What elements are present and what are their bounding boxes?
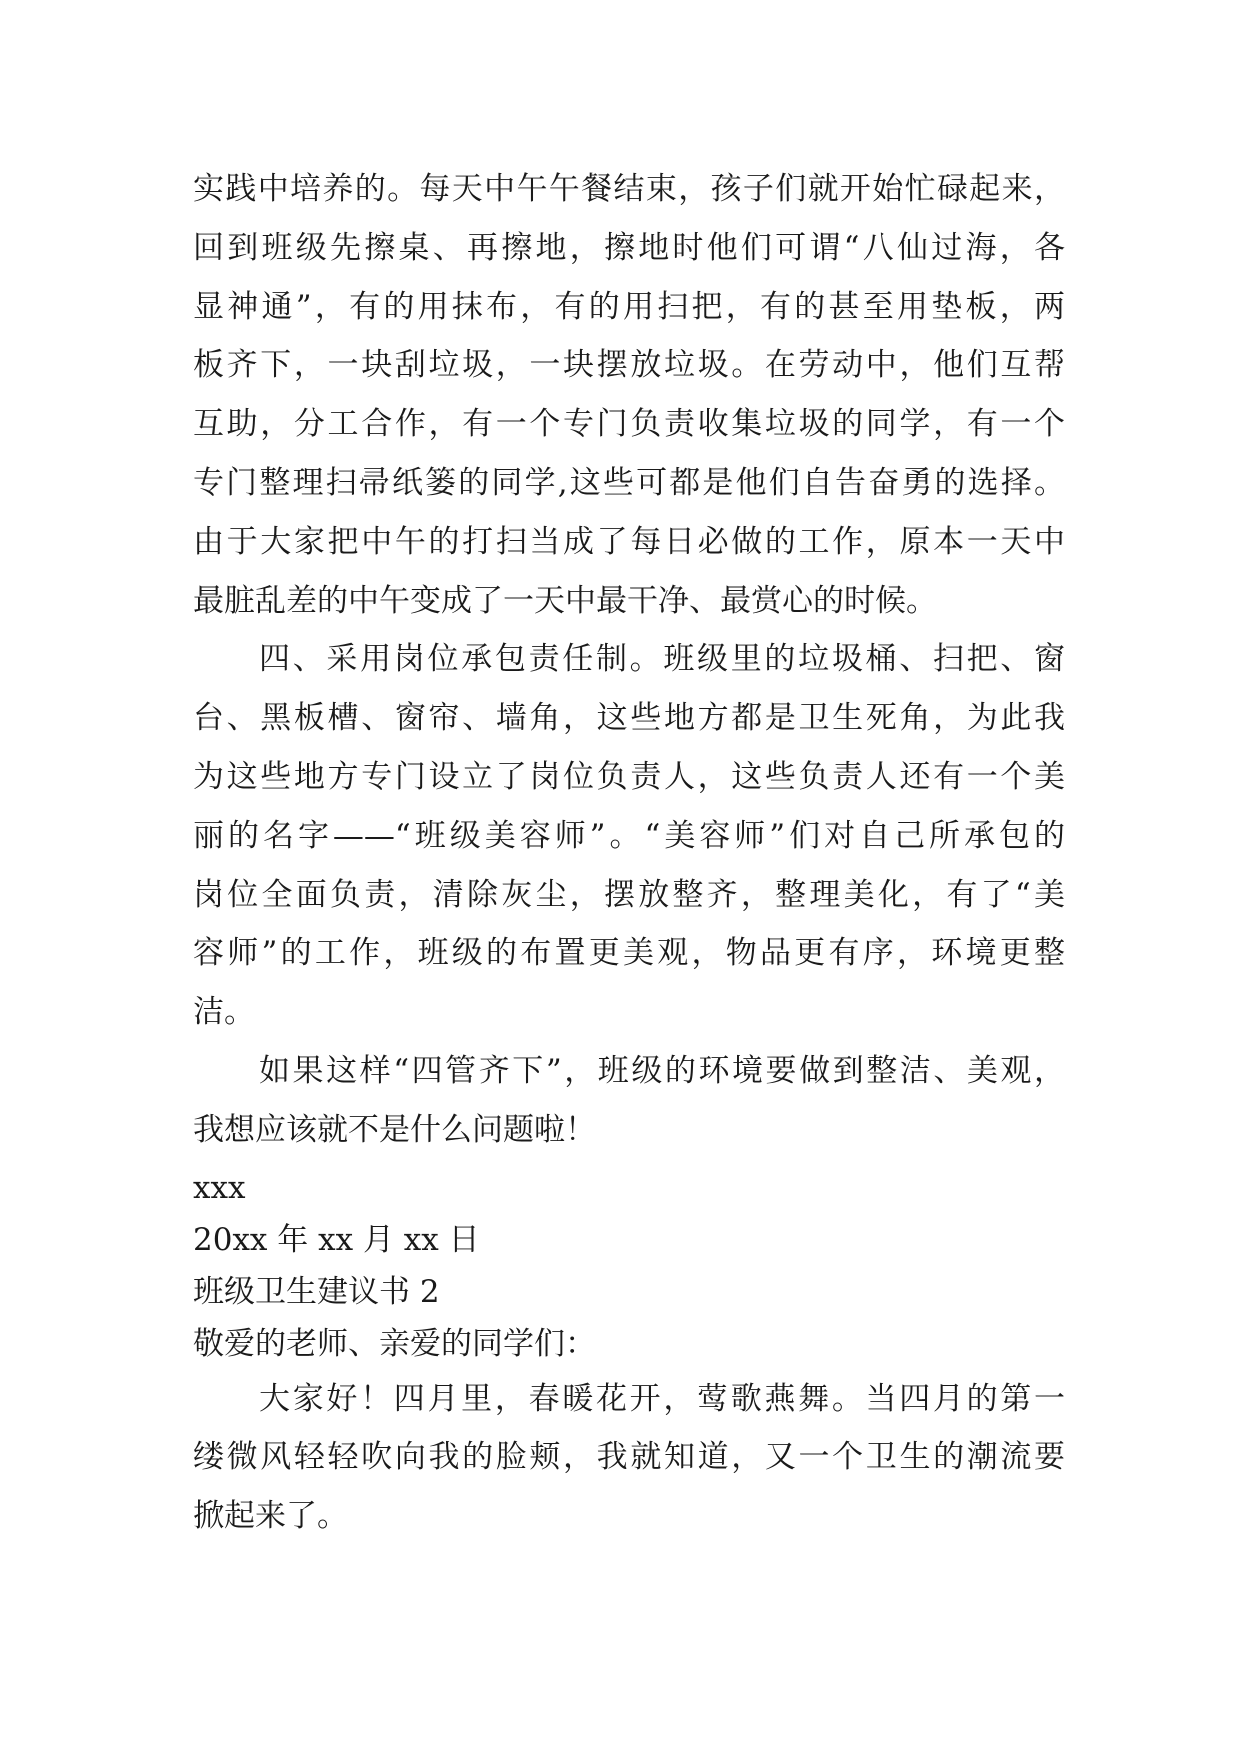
text-line: 实践中培养的。每天中午午餐结束，孩子们就开始忙碌起来，	[193, 171, 1065, 207]
text-line: 最脏乱差的中午变成了一天中最干净、最赏心的时候。	[193, 582, 937, 619]
text-line: 掀起来了。	[193, 1498, 348, 1535]
text-line: 专门整理扫帚纸篓的同学,这些可都是他们自告奋勇的选择。	[193, 464, 1065, 501]
document-body	[193, 160, 1065, 1546]
text-line: 台、黑板槽、窗帘、墙角，这些地方都是卫生死角，为此我	[193, 700, 1065, 737]
text-line: 岗位全面负责，清除灰尘，摆放整齐，整理美化，有了“美	[193, 876, 1065, 913]
paragraph-greeting	[193, 1370, 1065, 1546]
text-line: 显神通”，有的用抹布，有的用扫把，有的甚至用垫板，两	[193, 288, 1065, 325]
salutation: 敬爱的老师、亲爱的同学们：	[193, 1325, 596, 1362]
text-line: 洁。	[193, 994, 255, 1031]
text-line: 四、采用岗位承包责任制。班级里的垃圾桶、扫把、窗	[259, 641, 1065, 678]
text-line: 丽的名字——“班级美容师”。“美容师”们对自己所承包的	[193, 817, 1065, 854]
text-line: 我想应该就不是什么问题啦！	[193, 1111, 596, 1148]
paragraph-cleaning-practice	[193, 160, 1065, 630]
date: 20xx 年 xx 月 xx 日	[193, 1221, 480, 1258]
text-line: 大家好！四月里，春暖花开，莺歌燕舞。当四月的第一	[259, 1380, 1065, 1417]
signature: xxx	[193, 1169, 246, 1206]
paragraph-post-responsibility	[193, 630, 1065, 1042]
text-line: 如果这样“四管齐下”，班级的环境要做到整洁、美观，	[259, 1052, 1065, 1089]
text-line: 由于大家把中午的打扫当成了每日必做的工作，原本一天中	[193, 523, 1065, 560]
text-line: 为这些地方专门设立了岗位负责人，这些负责人还有一个美	[193, 758, 1065, 795]
text-line: 回到班级先擦桌、再擦地，擦地时他们可谓“八仙过海，各	[193, 229, 1065, 266]
text-line: 缕微风轻轻吹向我的脸颊，我就知道，又一个卫生的潮流要	[193, 1439, 1065, 1476]
text-line: 板齐下，一块刮垃圾，一块摆放垃圾。在劳动中，他们互帮	[193, 347, 1065, 384]
section-title: 班级卫生建议书 2	[193, 1273, 440, 1310]
paragraph-conclusion	[193, 1042, 1065, 1160]
text-line: 互助，分工合作，有一个专门负责收集垃圾的同学，有一个	[193, 406, 1065, 443]
text-line: 容师”的工作，班级的布置更美观，物品更有序，环境更整	[193, 935, 1065, 972]
